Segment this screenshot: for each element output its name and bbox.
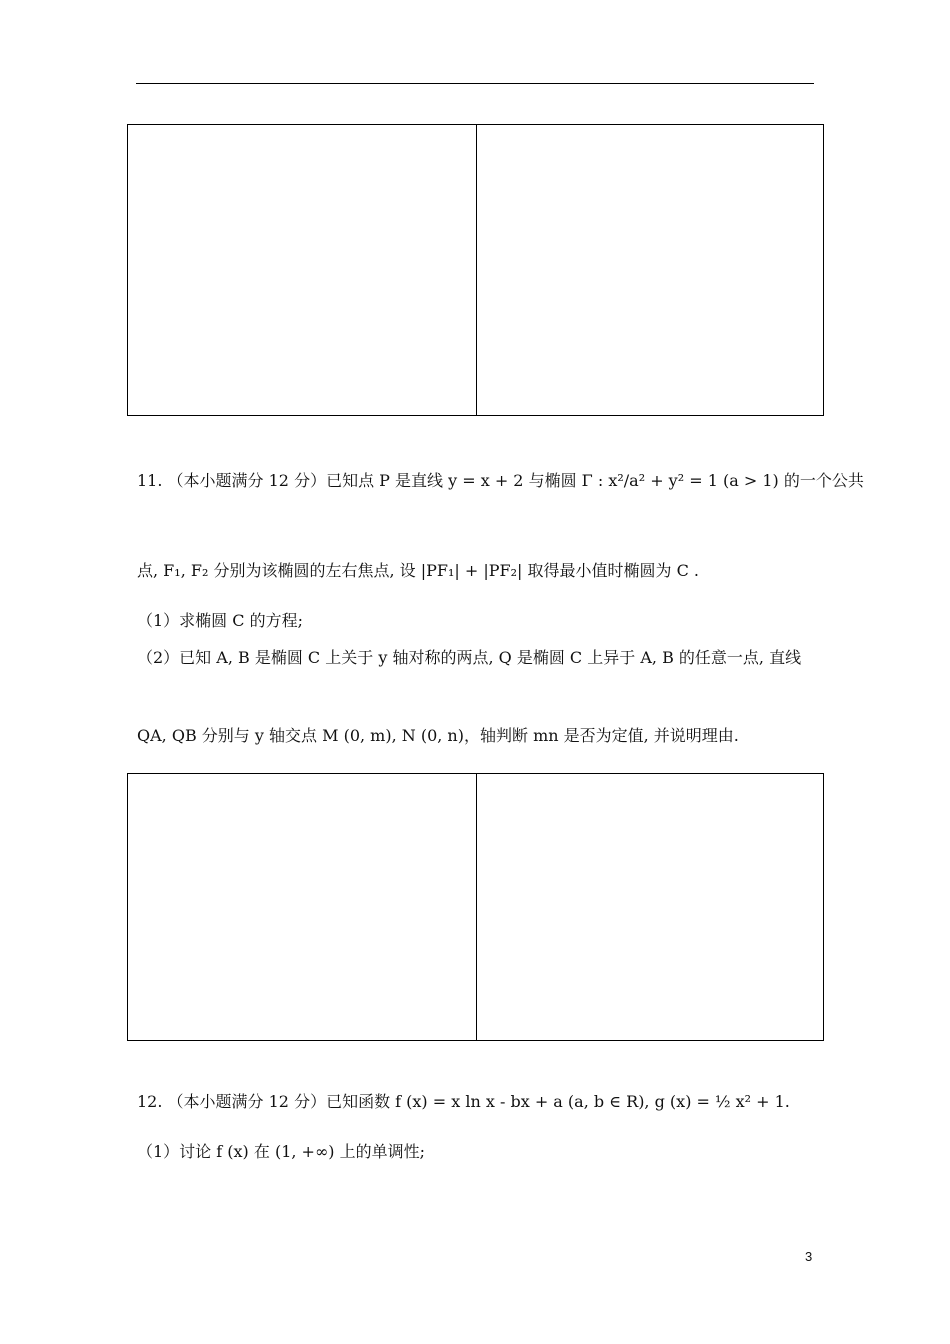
q11-part2-line2: QA, QB 分别与 y 轴交点 M (0, m), N (0, n)，轴判断 mn 是否为定值, 并说明理由. (137, 726, 739, 745)
answer-box-top (127, 124, 824, 416)
q11-stem-line1: 11. （本小题满分 12 分）已知点 P 是直线 y = x + 2 与椭圆 Γ : x²/a² + y² = 1 (a > 1) 的一个公共 (137, 471, 864, 490)
header-rule (136, 83, 814, 84)
q12-part1: （1）讨论 f (x) 在 (1, +∞) 上的单调性; (137, 1142, 426, 1161)
answer-box-divider (476, 125, 477, 415)
answer-box-divider (476, 774, 477, 1040)
q12-stem: 12. （本小题满分 12 分）已知函数 f (x) = x ln x - bx + a (a, b ∈ R), g (x) = ½ x² + 1. (137, 1092, 790, 1111)
q11-part2-line1: （2）已知 A, B 是椭圆 C 上关于 y 轴对称的两点, Q 是椭圆 C 上异于 A, B 的任意一点, 直线 (137, 648, 802, 667)
q11-stem-line2: 点, F₁, F₂ 分别为该椭圆的左右焦点, 设 |PF₁| + |PF₂| 取得最小值时椭圆为 C . (137, 561, 700, 580)
answer-box-bottom (127, 773, 824, 1041)
page-number: 3 (805, 1249, 813, 1264)
q11-part1: （1）求椭圆 C 的方程; (137, 611, 303, 630)
